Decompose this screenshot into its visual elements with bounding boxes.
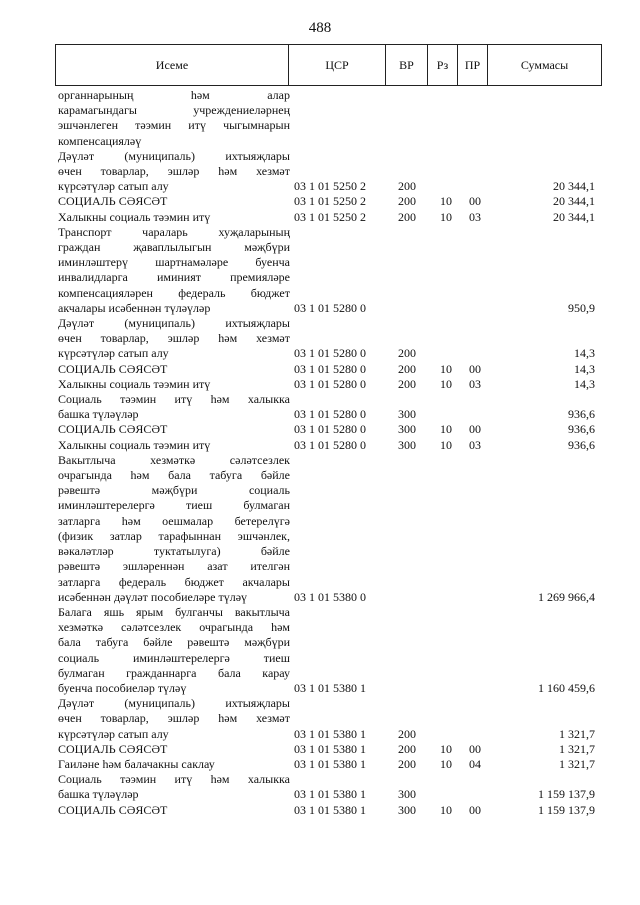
row-sum: 1 159 137,9: [538, 787, 595, 802]
row-values: [58, 377, 598, 392]
row-csr: 03 1 01 5280 0: [294, 422, 366, 437]
row-sum: 1 269 966,4: [538, 589, 595, 604]
row-sum: 14,3: [574, 376, 595, 391]
row-name-line: буенча пособиеләр түләү: [58, 680, 187, 695]
row-name-line: органнарының һәм алар: [58, 88, 290, 102]
row-name-line: карамагындагы учреждениеләрнең: [58, 103, 290, 118]
row-vr: 200: [398, 726, 416, 741]
row-name-line: исәбеннән дәүләт пособиеләре түләү: [58, 589, 248, 604]
row-name-line: граждан җаваплылыгын мәҗбүри: [58, 240, 290, 255]
row-csr: 03 1 01 5380 0: [294, 589, 366, 604]
row-name-line: Дәүләт (муниципаль) ихтыяҗлары: [58, 696, 290, 711]
row-name-line: Балага яшь ярым булганчы вакытлыча: [58, 604, 290, 619]
row-values: [58, 134, 598, 149]
row-values: [58, 590, 598, 605]
row-values: [58, 179, 598, 194]
header-vr: ВР: [386, 45, 428, 85]
table-header: [55, 44, 602, 86]
row-name-line: акчалары исәбеннән түләүләр: [58, 300, 211, 315]
table-row: [58, 377, 598, 392]
row-name-line: күрсәтүләр сатып алу: [58, 726, 169, 741]
row-vr: 200: [398, 741, 416, 756]
row-name-line: инвалидларга иминият премияләре: [58, 270, 290, 285]
row-pr: 03: [469, 376, 481, 391]
row-values: [58, 194, 598, 209]
row-name-line: социаль иминләштерелергә тиеш: [58, 650, 290, 665]
row-name-line: күрсәтүләр сатып алу: [58, 179, 169, 194]
row-name-line: рәвештә мәҗбүри социаль: [58, 483, 290, 498]
table-row: [58, 149, 598, 195]
row-pr: 00: [469, 422, 481, 437]
row-pr: 04: [469, 756, 481, 771]
row-sum: 20 344,1: [553, 194, 595, 209]
row-values: [58, 346, 598, 361]
row-rz: 10: [440, 361, 452, 376]
table-row: [58, 362, 598, 377]
row-name-line: Социаль тәэмин итү һәм халыкка: [58, 392, 290, 407]
row-name-line: бала табуга бәйле рәвештә мәҗбүри: [58, 635, 290, 650]
row-values: [58, 362, 598, 377]
row-values: [58, 407, 598, 422]
row-values: [58, 803, 598, 818]
row-name-line: хезмәткә сәләтсезлек очрагында һәм: [58, 620, 290, 635]
row-csr: 03 1 01 5250 2: [294, 209, 366, 224]
row-name-line: өчен товарлар, эшләр һәм хезмәт: [58, 711, 290, 726]
row-name-line: Дәүләт (муниципаль) ихтыяҗлары: [58, 148, 290, 163]
table-row: [58, 757, 598, 772]
row-name-line: Халыкны социаль тәэмин итү: [58, 437, 211, 452]
row-sum: 936,6: [568, 422, 595, 437]
row-pr: 00: [469, 741, 481, 756]
row-values: [58, 742, 598, 757]
row-values: [58, 438, 598, 453]
row-vr: 300: [398, 787, 416, 802]
row-rz: 10: [440, 194, 452, 209]
row-name-line: Халыкны социаль тәэмин итү: [58, 376, 211, 391]
page-number: 488: [308, 20, 332, 36]
row-name: [58, 453, 290, 605]
row-values: [58, 681, 598, 696]
row-sum: 1 159 137,9: [538, 802, 595, 817]
row-values: [58, 210, 598, 225]
row-name-line: СОЦИАЛЬ СӘЯСӘТ: [58, 194, 168, 209]
row-csr: 03 1 01 5280 0: [294, 300, 366, 315]
row-name-line: өчен товарлар, эшләр һәм хезмәт: [58, 164, 290, 179]
row-vr: 200: [398, 756, 416, 771]
row-rz: 10: [440, 802, 452, 817]
table-row: [58, 453, 598, 605]
table-row: [58, 194, 598, 209]
row-vr: 200: [398, 361, 416, 376]
row-vr: 200: [398, 179, 416, 194]
table-body: [58, 88, 598, 818]
row-csr: 03 1 01 5380 1: [294, 726, 366, 741]
row-pr: 00: [469, 802, 481, 817]
row-name-line: Социаль тәэмин итү һәм халыкка: [58, 772, 290, 787]
table-row: [58, 88, 598, 149]
row-sum: 950,9: [568, 300, 595, 315]
row-csr: 03 1 01 5380 1: [294, 787, 366, 802]
row-name-line: иминләштерелергә тиеш булмаган: [58, 498, 290, 513]
header-rz: Рз: [428, 45, 458, 85]
header-name: Исеме: [56, 45, 289, 85]
row-name-line: компенсацияләрен федераль бюджет: [58, 285, 290, 300]
row-name-line: күрсәтүләр сатып алу: [58, 346, 169, 361]
row-name-line: эшчәнлеген тәэмин итү чыгымнарын: [58, 118, 290, 133]
row-name-line: булмаган гражданнарга бала карау: [58, 665, 290, 680]
row-name-line: Дәүләт (муниципаль) ихтыяҗлары: [58, 316, 290, 331]
table-row: [58, 316, 598, 362]
row-csr: 03 1 01 5380 1: [294, 680, 366, 695]
row-rz: 10: [440, 422, 452, 437]
row-name-line: СОЦИАЛЬ СӘЯСӘТ: [58, 361, 168, 376]
row-name-line: затларга федераль бюджет акчалары: [58, 574, 290, 589]
row-csr: 03 1 01 5250 2: [294, 194, 366, 209]
row-sum: 1 321,7: [559, 741, 595, 756]
row-vr: 200: [398, 209, 416, 224]
row-csr: 03 1 01 5380 1: [294, 802, 366, 817]
row-name-line: Гаиләне һәм балачакны саклау: [58, 756, 215, 771]
row-name-line: Транспорт чараларь хуҗаларының: [58, 224, 290, 239]
table-row: [58, 438, 598, 453]
row-name-line: СОЦИАЛЬ СӘЯСӘТ: [58, 741, 168, 756]
row-name-line: затларга һәм оешмалар бетерелүгә: [58, 513, 290, 528]
table-row: [58, 772, 598, 802]
row-name-line: (физик затлар тарафыннан эшчәнлек,: [58, 528, 290, 543]
row-name-line: СОЦИАЛЬ СӘЯСӘТ: [58, 422, 168, 437]
row-sum: 14,3: [574, 346, 595, 361]
row-pr: 03: [469, 437, 481, 452]
row-vr: 300: [398, 422, 416, 437]
row-sum: 936,6: [568, 407, 595, 422]
row-csr: 03 1 01 5280 0: [294, 376, 366, 391]
table-row: [58, 392, 598, 422]
row-sum: 1 321,7: [559, 726, 595, 741]
row-sum: 20 344,1: [553, 179, 595, 194]
row-rz: 10: [440, 741, 452, 756]
row-sum: 936,6: [568, 437, 595, 452]
table-row: [58, 225, 598, 316]
row-csr: 03 1 01 5280 0: [294, 437, 366, 452]
row-pr: 00: [469, 361, 481, 376]
table-row: [58, 742, 598, 757]
row-values: [58, 301, 598, 316]
row-vr: 300: [398, 407, 416, 422]
row-vr: 200: [398, 346, 416, 361]
row-csr: 03 1 01 5280 0: [294, 407, 366, 422]
row-csr: 03 1 01 5250 2: [294, 179, 366, 194]
row-vr: 300: [398, 802, 416, 817]
header-pr: ПР: [458, 45, 488, 85]
row-vr: 300: [398, 437, 416, 452]
row-name-line: СОЦИАЛЬ СӘЯСӘТ: [58, 802, 168, 817]
row-pr: 03: [469, 209, 481, 224]
row-csr: 03 1 01 5380 1: [294, 741, 366, 756]
row-values: [58, 727, 598, 742]
row-sum: 1 160 459,6: [538, 680, 595, 695]
row-values: [58, 787, 598, 802]
row-rz: 10: [440, 756, 452, 771]
row-name-line: Вакытлыча хезмәткә сәләтсезлек: [58, 452, 290, 467]
row-values: [58, 422, 598, 437]
table-row: [58, 210, 598, 225]
row-sum: 1 321,7: [559, 756, 595, 771]
table-row: [58, 422, 598, 437]
row-name-line: Халыкны социаль тәэмин итү: [58, 209, 211, 224]
row-pr: 00: [469, 194, 481, 209]
row-csr: 03 1 01 5280 0: [294, 361, 366, 376]
row-rz: 10: [440, 376, 452, 391]
table-row: [58, 803, 598, 818]
row-sum: 14,3: [574, 361, 595, 376]
header-sum: Суммасы: [520, 57, 569, 72]
row-csr: 03 1 01 5380 1: [294, 756, 366, 771]
row-name-line: компенсацияләү: [58, 133, 142, 148]
row-sum: 20 344,1: [553, 209, 595, 224]
table-row: [58, 696, 598, 742]
row-name-line: иминләштерү шартнамәләре буенча: [58, 255, 290, 270]
row-name-line: башка түләүләр: [58, 407, 139, 422]
row-vr: 200: [398, 376, 416, 391]
header-csr: ЦСР: [289, 45, 386, 85]
row-name-line: өчен товарлар, эшләр һәм хезмәт: [58, 331, 290, 346]
row-name-line: очрагында һәм бала табуга бәйле: [58, 468, 290, 483]
row-name-line: вәкаләтләр туктатылуга) бәйле: [58, 544, 290, 559]
row-vr: 200: [398, 194, 416, 209]
row-rz: 10: [440, 437, 452, 452]
row-name-line: башка түләүләр: [58, 787, 139, 802]
row-values: [58, 757, 598, 772]
row-rz: 10: [440, 209, 452, 224]
table-row: [58, 605, 598, 696]
row-name-line: рәвештә эшләреннән азат ителгән: [58, 559, 290, 574]
row-csr: 03 1 01 5280 0: [294, 346, 366, 361]
